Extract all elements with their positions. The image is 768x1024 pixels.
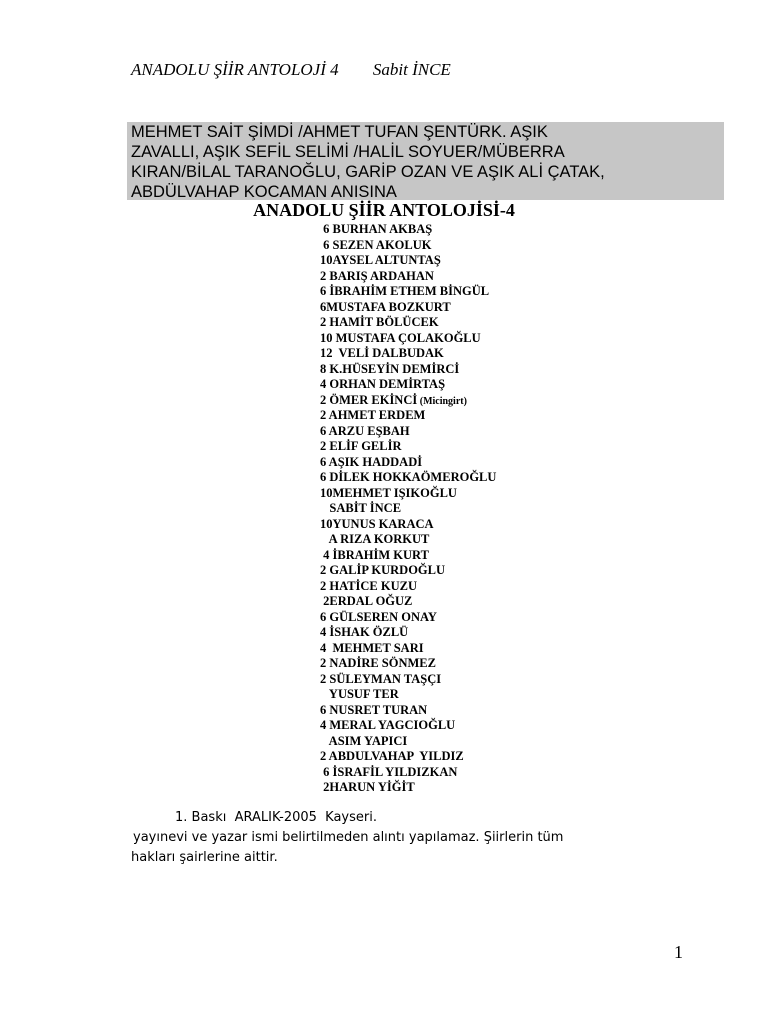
- poet-note: (Micingirt): [417, 395, 467, 407]
- poet-entry: [320, 424, 496, 440]
- poet-name: 2 ABDULVAHAP YILDIZ: [320, 749, 464, 763]
- dedication-block: [127, 122, 724, 200]
- poet-entry: [320, 594, 496, 610]
- poet-name: 4 ORHAN DEMİRTAŞ: [320, 377, 446, 391]
- poet-name: 6 BURHAN AKBAŞ: [320, 222, 433, 236]
- rights-line: yayınevi ve yazar ismi belirtilmeden alıntı yapılamaz. Şiirlerin tüm: [133, 830, 564, 845]
- poet-entry: [320, 269, 496, 285]
- poet-entry: [320, 563, 496, 579]
- anthology-title: ANADOLU ŞİİR ANTOLOJİSİ-4: [253, 200, 515, 220]
- rights-line: hakları şairlerine aittir.: [131, 850, 278, 865]
- poet-entry: [320, 765, 496, 781]
- poet-entry: [320, 455, 496, 471]
- poet-entry: [320, 687, 496, 703]
- poet-name: 4 MEHMET SARI: [320, 640, 424, 655]
- poet-entry: [320, 579, 496, 595]
- poet-entry: [320, 734, 496, 750]
- poet-name: 12 VELİ DALBUDAK: [320, 346, 444, 360]
- poet-name: 6 NUSRET TURAN: [320, 702, 428, 717]
- poet-name: 2 ÖMER EKİNCİ: [320, 392, 418, 407]
- poet-entry: [320, 408, 496, 424]
- poet-entry: [320, 346, 496, 362]
- page-header: [131, 60, 451, 80]
- poet-entry: [320, 470, 496, 486]
- poet-entry: [320, 517, 496, 533]
- poet-entry: [320, 222, 496, 238]
- poet-name: A RIZA KORKUT: [320, 532, 430, 546]
- dedication-line: ZAVALLI, AŞIK SEFİL SELİMİ /HALİL SOYUER/MÜBERRA: [131, 143, 565, 161]
- poet-entry: [320, 238, 496, 254]
- poet-entry: [320, 703, 496, 719]
- poet-entry: [320, 780, 496, 796]
- poet-name: 2 NADİRE SÖNMEZ: [320, 656, 436, 670]
- poet-entry: [320, 284, 496, 300]
- poet-name: 6MUSTAFA BOZKURT: [320, 299, 451, 314]
- poet-name: 10YUNUS KARACA: [320, 516, 434, 531]
- poet-entry: [320, 548, 496, 564]
- poet-name: YUSUF TER: [320, 687, 399, 701]
- poet-entry: [320, 641, 496, 657]
- poet-name: SABİT İNCE: [320, 501, 402, 515]
- poet-entry: [320, 377, 496, 393]
- page-number: 1: [674, 942, 683, 962]
- poet-name: 2 AHMET ERDEM: [320, 408, 426, 422]
- dedication-line: ABDÜLVAHAP KOCAMAN ANISINA: [131, 183, 397, 201]
- poet-entry: [320, 362, 496, 378]
- poet-name: 4 İBRAHİM KURT: [320, 547, 429, 562]
- poet-name: 10AYSEL ALTUNTAŞ: [320, 253, 441, 267]
- poet-entry: [320, 532, 496, 548]
- poet-entry: [320, 439, 496, 455]
- poet-entry: [320, 253, 496, 269]
- poet-name: 2 HAMİT BÖLÜCEK: [320, 315, 439, 329]
- poet-name: 2 BARIŞ ARDAHAN: [320, 268, 434, 283]
- poet-name: 2HARUN YİĞİT: [320, 780, 415, 794]
- poet-name: 10 MUSTAFA ÇOLAKOĞLU: [320, 330, 481, 345]
- poet-entry: [320, 610, 496, 626]
- poet-name: 8 K.HÜSEYİN DEMİRCİ: [320, 361, 460, 376]
- poet-entry: [320, 749, 496, 765]
- poet-name: 2ERDAL OĞUZ: [320, 594, 413, 608]
- poet-name: 6 SEZEN AKOLUK: [320, 237, 432, 252]
- poet-entry: [320, 672, 496, 688]
- poet-name: 2 HATİCE KUZU: [320, 578, 418, 593]
- poet-entry: [320, 718, 496, 734]
- dedication-line: MEHMET SAİT ŞİMDİ /AHMET TUFAN ŞENTÜRK. AŞIK: [131, 123, 548, 141]
- poet-name: 6 İSRAFİL YILDIZKAN: [320, 764, 458, 779]
- poet-list: [320, 222, 496, 796]
- poet-entry: [320, 393, 496, 409]
- poet-name: 6 DİLEK HOKKAÖMEROĞLU: [320, 470, 497, 484]
- poet-name: 4 İSHAK ÖZLÜ: [320, 625, 409, 639]
- poet-name: 6 AŞIK HADDADİ: [320, 454, 423, 469]
- poet-entry: [320, 501, 496, 517]
- poet-name: 6 GÜLSEREN ONAY: [320, 609, 437, 624]
- poet-name: 6 ARZU EŞBAH: [320, 423, 410, 438]
- poet-entry: [320, 656, 496, 672]
- poet-entry: [320, 625, 496, 641]
- poet-name: 2 ELİF GELİR: [320, 439, 402, 453]
- header-title: ANADOLU ŞİİR ANTOLOJİ 4: [131, 60, 339, 79]
- poet-entry: [320, 300, 496, 316]
- poet-entry: [320, 486, 496, 502]
- edition-info: 1. Baskı ARALIK-2005 Kayseri.: [175, 810, 377, 825]
- poet-name: 2 GALİP KURDOĞLU: [320, 563, 446, 577]
- header-author: Sabit İNCE: [372, 60, 451, 79]
- footer-notes: [131, 808, 711, 868]
- dedication-line: KIRAN/BİLAL TARANOĞLU, GARİP OZAN VE AŞIK ALİ ÇATAK,: [131, 163, 605, 181]
- poet-name: 6 İBRAHİM ETHEM BİNGÜL: [320, 284, 490, 298]
- poet-entry: [320, 331, 496, 347]
- poet-name: ASIM YAPICI: [320, 733, 408, 748]
- poet-name: 2 SÜLEYMAN TAŞÇI: [320, 671, 442, 686]
- poet-name: 4 MERAL YAGCIOĞLU: [320, 718, 456, 732]
- poet-entry: [320, 315, 496, 331]
- poet-name: 10MEHMET IŞIKOĞLU: [320, 485, 457, 500]
